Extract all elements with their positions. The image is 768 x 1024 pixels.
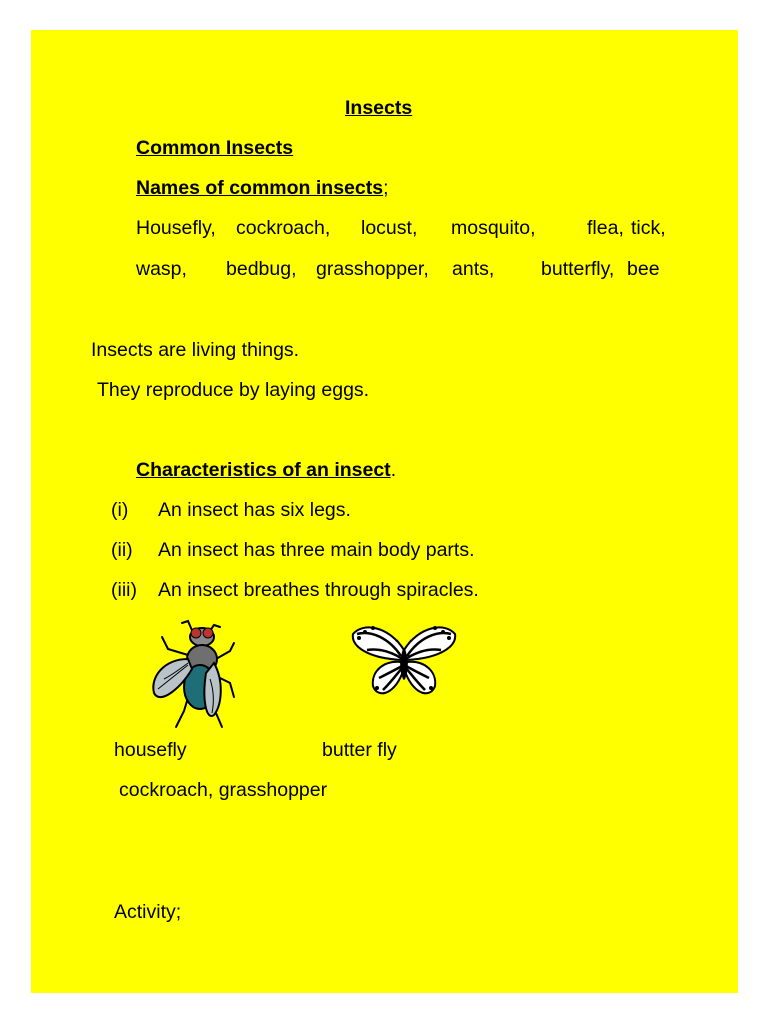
characteristics-heading-punct: . (390, 459, 397, 481)
insect-name: flea, (587, 217, 624, 239)
living-things-line: Insects are living things. (91, 339, 300, 361)
insect-name: mosquito, (451, 217, 536, 239)
insect-name: bedbug, (226, 258, 297, 280)
characteristics-heading-line (136, 458, 396, 482)
list-item-number: (ii) (111, 539, 133, 561)
caption-butterfly: butter fly (322, 739, 397, 761)
list-item-text: An insect has six legs. (158, 499, 351, 521)
caption-housefly: housefly (114, 739, 187, 761)
names-heading-punct: ; (383, 177, 389, 199)
list-item-number: (i) (111, 499, 129, 521)
insect-name: ants, (452, 258, 495, 280)
names-heading-line (136, 176, 389, 200)
housefly-icon (144, 615, 236, 733)
insect-name: Housefly, (136, 217, 216, 239)
list-item-text: An insect has three main body parts. (158, 539, 475, 561)
activity-label: Activity; (114, 901, 182, 923)
reproduce-line: They reproduce by laying eggs. (97, 379, 370, 401)
insect-name: cockroach, (236, 217, 331, 239)
list-item-number: (iii) (111, 579, 137, 601)
document-page (31, 30, 738, 993)
caption-cockroach-grasshopper: cockroach, grasshopper (119, 779, 328, 801)
insect-name: wasp, (136, 258, 187, 280)
characteristics-heading: Characteristics of an insect (136, 459, 391, 481)
insect-name: bee (627, 258, 660, 280)
insect-name: tick, (631, 217, 666, 239)
section-heading-common-insects: Common Insects (136, 137, 294, 159)
page-title: Insects (345, 97, 413, 119)
butterfly-icon (349, 616, 459, 700)
names-heading: Names of common insects (136, 177, 384, 199)
insect-name: grasshopper, (316, 258, 429, 280)
insect-name: butterfly, (541, 258, 615, 280)
insect-name: locust, (361, 217, 418, 239)
list-item-text: An insect breathes through spiracles. (158, 579, 479, 601)
